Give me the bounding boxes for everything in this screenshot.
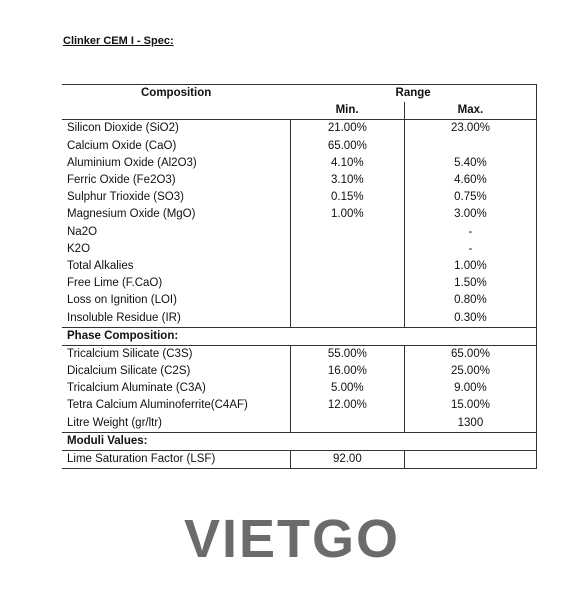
row-min: 65.00% [327, 139, 367, 152]
row-max: 25.00% [404, 363, 536, 380]
row-name: Aluminium Oxide (Al2O3) [62, 155, 290, 172]
table-row [62, 450, 537, 468]
row-name: Na2O [62, 224, 290, 241]
table-subheader-row [62, 102, 537, 120]
table-row [62, 172, 537, 189]
row-min: 0.15% [331, 191, 364, 204]
table-row [62, 120, 537, 138]
table-row [62, 258, 537, 275]
row-max: 1.00% [404, 258, 536, 275]
row-max: 0.75% [404, 189, 536, 206]
table-row [62, 397, 537, 414]
row-min: 21.00% [290, 120, 404, 138]
row-max: 5.40% [404, 155, 536, 172]
row-name: Litre Weight (gr/ltr) [62, 415, 290, 433]
range-header: Range [290, 85, 536, 103]
table-row [62, 189, 537, 206]
row-min: 12.00% [327, 399, 367, 412]
row-name: K2O [62, 241, 290, 258]
row-min: 5.00% [331, 382, 364, 395]
row-max [404, 138, 536, 155]
max-header: Max. [404, 102, 536, 120]
section-heading: Moduli Values: [62, 432, 290, 450]
row-max: - [404, 241, 536, 258]
row-max: 65.00% [404, 345, 536, 363]
vietgo-logo-text: VIETGO [183, 509, 401, 569]
row-name: Loss on Ignition (LOI) [62, 292, 290, 309]
spec-table [62, 84, 537, 469]
row-min: 3.10% [331, 174, 364, 187]
row-name: Insoluble Residue (IR) [62, 309, 290, 327]
row-max: 0.80% [404, 292, 536, 309]
row-name: Magnesium Oxide (MgO) [62, 206, 290, 223]
row-min: 1.00% [331, 208, 364, 221]
row-min [290, 309, 404, 327]
row-name: Dicalcium Silicate (C2S) [62, 363, 290, 380]
table-header-row [62, 85, 537, 103]
row-max: 15.00% [404, 397, 536, 414]
row-max: 0.30% [404, 309, 536, 327]
row-min [290, 292, 404, 309]
row-min: 16.00% [327, 365, 367, 378]
row-max: 9.00% [404, 380, 536, 397]
row-name: Tetra Calcium Aluminoferrite(C4AF) [62, 397, 290, 414]
vietgo-logo [172, 505, 412, 575]
row-max: 1300 [404, 415, 536, 433]
table-row [62, 224, 537, 241]
row-name: Tricalcium Aluminate (C3A) [62, 380, 290, 397]
section-heading: Phase Composition: [62, 327, 290, 345]
min-header: Min. [335, 104, 359, 117]
row-min [290, 415, 404, 433]
row-max: - [404, 224, 536, 241]
row-min [290, 258, 404, 275]
row-max: 1.50% [404, 275, 536, 292]
row-max: 23.00% [404, 120, 536, 138]
row-name: Calcium Oxide (CaO) [62, 138, 290, 155]
row-name: Silicon Dioxide (SiO2) [62, 120, 290, 138]
row-name: Total Alkalies [62, 258, 290, 275]
section-heading-row [62, 432, 537, 450]
row-name: Free Lime (F.CaO) [62, 275, 290, 292]
table-row [62, 415, 537, 433]
row-min [290, 241, 404, 258]
table-row [62, 345, 537, 363]
table-row [62, 155, 537, 172]
row-min: 92.00 [290, 450, 404, 468]
row-max [404, 450, 536, 468]
section-heading-row [62, 327, 537, 345]
table-row [62, 275, 537, 292]
row-name: Ferric Oxide (Fe2O3) [62, 172, 290, 189]
table-row [62, 206, 537, 223]
table-row [62, 363, 537, 380]
row-min: 4.10% [331, 156, 364, 169]
table-row [62, 309, 537, 327]
row-min [290, 224, 404, 241]
table-row [62, 380, 537, 397]
row-max: 3.00% [404, 206, 536, 223]
row-name: Tricalcium Silicate (C3S) [62, 345, 290, 363]
row-min [290, 275, 404, 292]
row-min: 55.00% [290, 345, 404, 363]
row-name: Sulphur Trioxide (SO3) [62, 189, 290, 206]
document-title: Clinker CEM I - Spec: [63, 35, 174, 47]
row-name: Lime Saturation Factor (LSF) [62, 450, 290, 468]
table-row [62, 292, 537, 309]
table-row [62, 241, 537, 258]
table-row [62, 138, 537, 155]
row-max: 4.60% [404, 172, 536, 189]
composition-header: Composition [62, 85, 290, 103]
